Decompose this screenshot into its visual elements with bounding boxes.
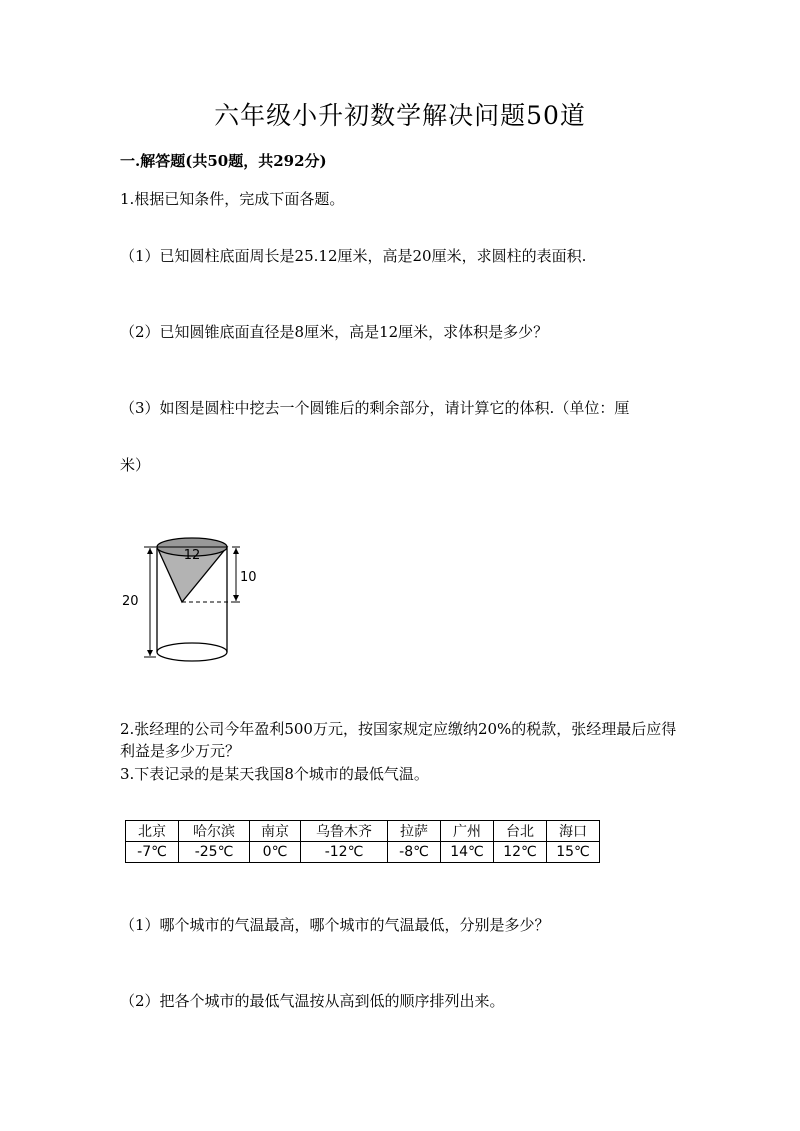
cylinder-height-label: 20 xyxy=(122,594,139,609)
table-cell: 乌鲁木齐 xyxy=(301,821,388,842)
table-cell: 12℃ xyxy=(494,842,547,863)
question-3-part-1: （1）哪个城市的气温最高，哪个城市的气温最低，分别是多少？ xyxy=(120,916,550,934)
table-cell: 广州 xyxy=(441,821,494,842)
section-heading: 一.解答题(共50题，共292分) xyxy=(120,152,327,170)
question-1-part-3-continued: 米） xyxy=(120,456,151,474)
question-1-part-1: （1）已知圆柱底面周长是25.12厘米，高是20厘米，求圆柱的表面积. xyxy=(120,247,587,265)
table-cell: 0℃ xyxy=(250,842,301,863)
table-cell: -25℃ xyxy=(179,842,250,863)
question-3-part-2: （2）把各个城市的最低气温按从高到低的顺序排列出来。 xyxy=(120,992,505,1010)
table-cell: 北京 xyxy=(126,821,179,842)
diameter-label: 12 xyxy=(183,548,201,563)
table-cell: 南京 xyxy=(250,821,301,842)
cylinder-cone-diagram xyxy=(120,532,270,672)
question-1-part-3: （3）如图是圆柱中挖去一个圆锥后的剩余部分，请计算它的体积.（单位：厘 xyxy=(120,399,630,417)
table-cell: 拉萨 xyxy=(388,821,441,842)
cylinder-cone-figure xyxy=(120,532,270,676)
table-cell: 15℃ xyxy=(547,842,600,863)
table-cell: 哈尔滨 xyxy=(179,821,250,842)
temperature-table xyxy=(125,820,600,863)
table-cell: 海口 xyxy=(547,821,600,842)
table-row-temps xyxy=(126,842,600,863)
table-cell: 14℃ xyxy=(441,842,494,863)
cone-height-label: 10 xyxy=(240,570,257,585)
question-1-part-2: （2）已知圆锥底面直径是8厘米，高是12厘米，求体积是多少？ xyxy=(120,323,549,341)
table-cell: -7℃ xyxy=(126,842,179,863)
question-2: 2.张经理的公司今年盈利500万元，按国家规定应缴纳20%的税款，张经理最后应得利益是多少万元？ xyxy=(120,720,677,760)
table-cell: -8℃ xyxy=(388,842,441,863)
table-cell: 台北 xyxy=(494,821,547,842)
question-3-stem: 3.下表记录的是某天我国8个城市的最低气温。 xyxy=(120,765,429,783)
table-row-cities xyxy=(126,821,600,842)
question-1-stem: 1.根据已知条件，完成下面各题。 xyxy=(120,190,345,208)
table-cell: -12℃ xyxy=(301,842,388,863)
cylinder-bottom-ellipse xyxy=(157,643,227,661)
page-title: 六年级小升初数学解决问题50道 xyxy=(214,101,586,130)
